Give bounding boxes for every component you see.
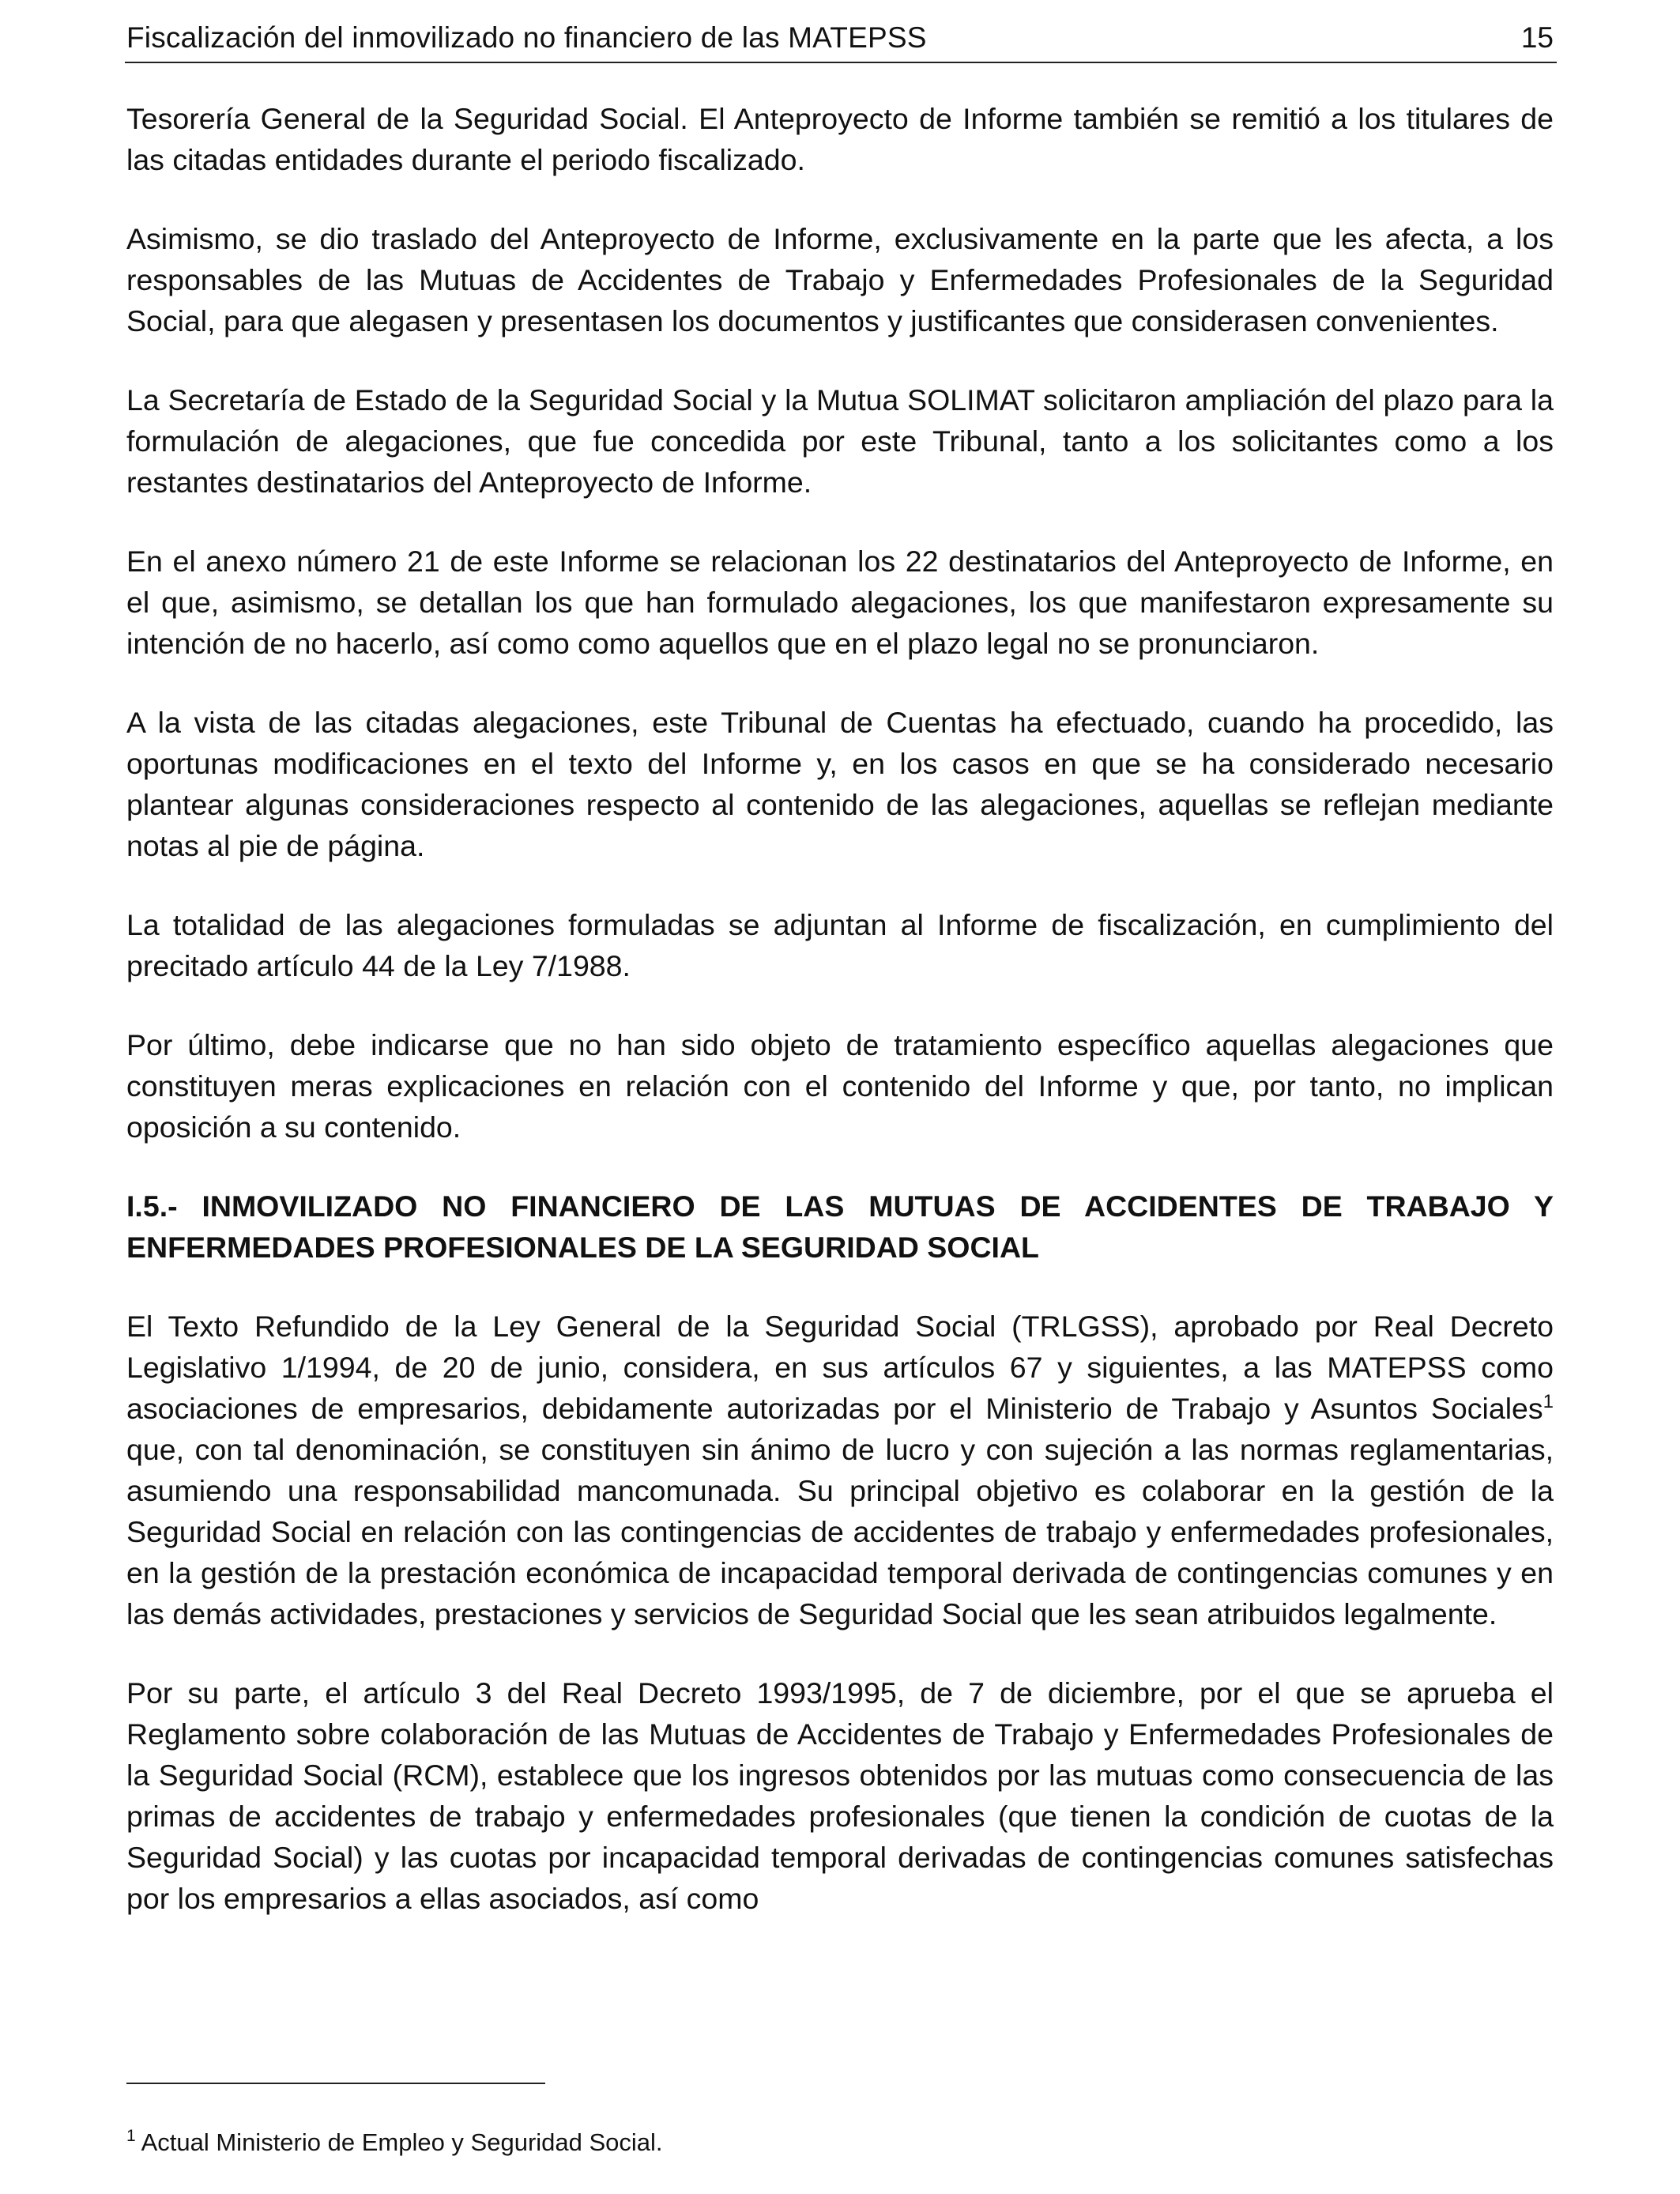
page-header bbox=[125, 17, 1557, 63]
footnote-reference[interactable]: 1 bbox=[1543, 1391, 1554, 1412]
paragraph: Asimismo, se dio traslado del Anteproyecto de Informe, exclusivamente en la parte que les afecta, a los responsables de las Mutuas de Accidentes de Trabajo y Enfermedades Profesionales de la Seguridad Social, para que alegasen y presentasen los documentos y justificantes que considerasen convenientes. bbox=[126, 222, 1554, 337]
footnote-separator bbox=[126, 2083, 545, 2084]
paragraph: La Secretaría de Estado de la Seguridad Social y la Mutua SOLIMAT solicitaron ampliación del plazo para la formulación de alegaciones, que fue concedida por este Tribunal, tanto a los solicitantes como a los restantes destinatarios del Anteproyecto de Informe. bbox=[126, 383, 1554, 499]
section-paragraph: Por su parte, el artículo 3 del Real Decreto 1993/1995, de 7 de diciembre, por el que se aprueba el Reglamento sobre colaboración de las Mutuas de Accidentes de Trabajo y Enfermedades Profesionales de la Seguridad Social (RCM), establece que los ingresos obtenidos por las mutuas como consecuencia de las primas de accidentes de trabajo y enfermedades profesionales (que tienen la condición de cuotas de la Seguridad Social) y las cuotas por incapacidad temporal derivadas de contingencias comunes satisfechas por los empresarios a ellas asociados, así como bbox=[126, 1676, 1554, 1915]
paragraph: En el anexo número 21 de este Informe se relacionan los 22 destinatarios del Anteproyecto de Informe, en el que, asimismo, se detallan los que han formulado alegaciones, los que manifestaron expresamente su intención de no hacerlo, así como como aquellos que en el plazo legal no se pronunciaron. bbox=[126, 545, 1554, 660]
footnote-number: 1 bbox=[126, 2127, 136, 2145]
section-paragraph bbox=[126, 1306, 1554, 1634]
section-heading: I.5.- INMOVILIZADO NO FINANCIERO DE LAS MUTUAS DE ACCIDENTES DE TRABAJO Y ENFERMEDADES PROFESIONALES DE LA SEGURIDAD SOCIAL bbox=[126, 1189, 1554, 1264]
footnote bbox=[126, 2126, 663, 2159]
paragraph: Por último, debe indicarse que no han sido objeto de tratamiento específico aquellas alegaciones que constituyen meras explicaciones en relación con el contenido del Informe y que, por tanto, no implican oposición a su contenido. bbox=[126, 1028, 1554, 1144]
paragraph: Tesorería General de la Seguridad Social. El Anteproyecto de Informe también se remitió a los titulares de las citadas entidades durante el periodo fiscalizado. bbox=[126, 102, 1554, 176]
paragraph: A la vista de las citadas alegaciones, este Tribunal de Cuentas ha efectuado, cuando ha procedido, las oportunas modificaciones en el texto del Informe y, en los casos en que se ha considerado necesario plantear algunas consideraciones respecto al contenido de las alegaciones, aquellas se reflejan mediante notas al pie de página. bbox=[126, 706, 1554, 862]
footnote-text: Actual Ministerio de Empleo y Seguridad Social. bbox=[135, 2128, 663, 2156]
section-paragraph-text: El Texto Refundido de la Ley General de la Seguridad Social (TRLGSS), aprobado por Real Decreto Legislativo 1/1994, de 20 de junio, considera, en sus artículos 67 y siguientes, a las MATEPSS como asociaciones de empresarios, debidamente autorizadas por el Ministerio de Trabajo y Asuntos Sociales bbox=[126, 1310, 1554, 1425]
header-title: Fiscalización del inmovilizado no financiero de las MATEPSS bbox=[126, 21, 927, 54]
page-number: 15 bbox=[1520, 21, 1554, 54]
document-body bbox=[126, 98, 1554, 1957]
section-paragraph-text-continued: que, con tal denominación, se constituyen sin ánimo de lucro y con sujeción a las normas reglamentarias, asumiendo una responsabilidad mancomunada. Su principal objetivo es colaborar en la gestión de la Seguridad Social en relación con las contingencias de accidentes de trabajo y enfermedades profesionales, en la gestión de la prestación económica de incapacidad temporal derivada de contingencias comunes y en las demás actividades, prestaciones y servicios de Seguridad Social que les sean atribuidos legalmente. bbox=[126, 1433, 1554, 1630]
paragraph: La totalidad de las alegaciones formuladas se adjuntan al Informe de fiscalización, en cumplimiento del precitado artículo 44 de la Ley 7/1988. bbox=[126, 908, 1554, 982]
